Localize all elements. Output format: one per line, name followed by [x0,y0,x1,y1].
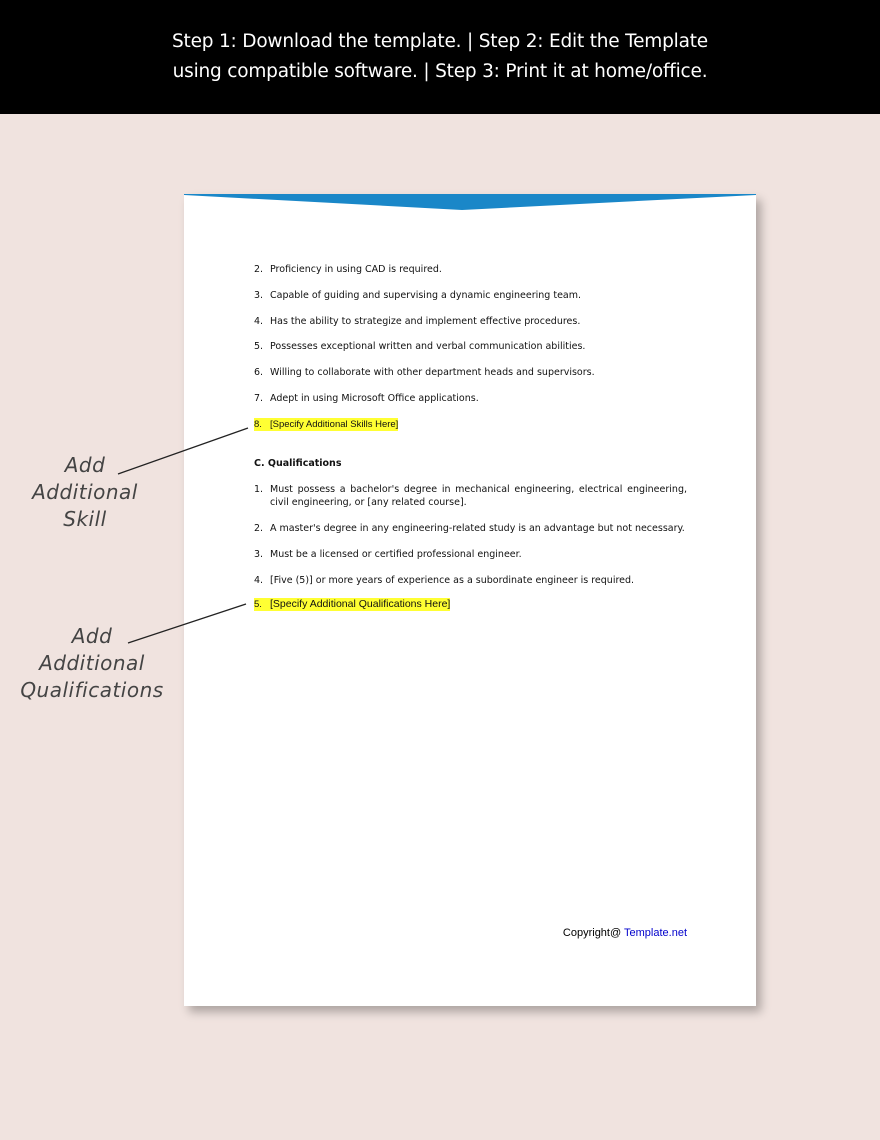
annotation-line: Qualifications [20,678,164,702]
item-number: 4. [254,316,264,327]
item-number: 6. [254,367,264,378]
item-text: Proficiency in using CAD is required. [270,264,442,275]
annotation-line: Additional [32,480,138,504]
item-number: 5. [254,598,270,611]
annotation-add-qualifications [6,623,178,704]
item-number: 8. [254,418,270,431]
item-number: 5. [254,341,264,352]
template-net-link[interactable]: Template.net [624,927,687,939]
item-text: Must be a licensed or certified professional engineer. [270,549,522,560]
banner-line-2: using compatible software. | Step 3: Print it at home/office. [172,61,708,82]
skill-placeholder-text[interactable]: [Specify Additional Skills Here] [270,419,399,430]
item-text: Has the ability to strategize and implement effective procedures. [270,316,581,327]
copyright-prefix: Copyright@ [562,927,625,939]
item-text: Possesses exceptional written and verbal communication abilities. [270,341,586,352]
annotation-line: Add [71,624,113,648]
item-number: 1. [254,484,264,495]
item-text: A master's degree in any engineering-related study is an advantage but not necessary. [270,523,685,534]
item-text: Adept in using Microsoft Office applications. [270,393,479,404]
annotation-line: Skill [63,507,107,531]
banner-line-1: Step 1: Download the template. | Step 2: Edit the Template [171,31,708,52]
item-text: [Five (5)] or more years of experience as a subordinate engineer is required. [270,575,635,586]
item-number: 2. [254,523,264,534]
qualifications-heading: C. Qualifications [254,458,342,469]
qualification-placeholder-text[interactable]: [Specify Additional Qualifications Here] [270,598,451,610]
annotation-add-skill [14,452,156,533]
item-number: 7. [254,393,264,404]
item-number: 3. [254,290,264,301]
item-text: Willing to collaborate with other department heads and supervisors. [270,367,595,378]
annotation-line: Add [64,453,106,477]
item-text: Capable of guiding and supervising a dynamic engineering team. [270,290,582,301]
item-number: 2. [254,264,264,275]
item-number: 3. [254,549,264,560]
item-number: 4. [254,575,264,586]
item-text: Must possess a bachelor's degree in mechanical engineering, electrical engineering, civil engineering, or [any related course]. [270,484,687,508]
annotation-line: Additional [39,651,145,675]
